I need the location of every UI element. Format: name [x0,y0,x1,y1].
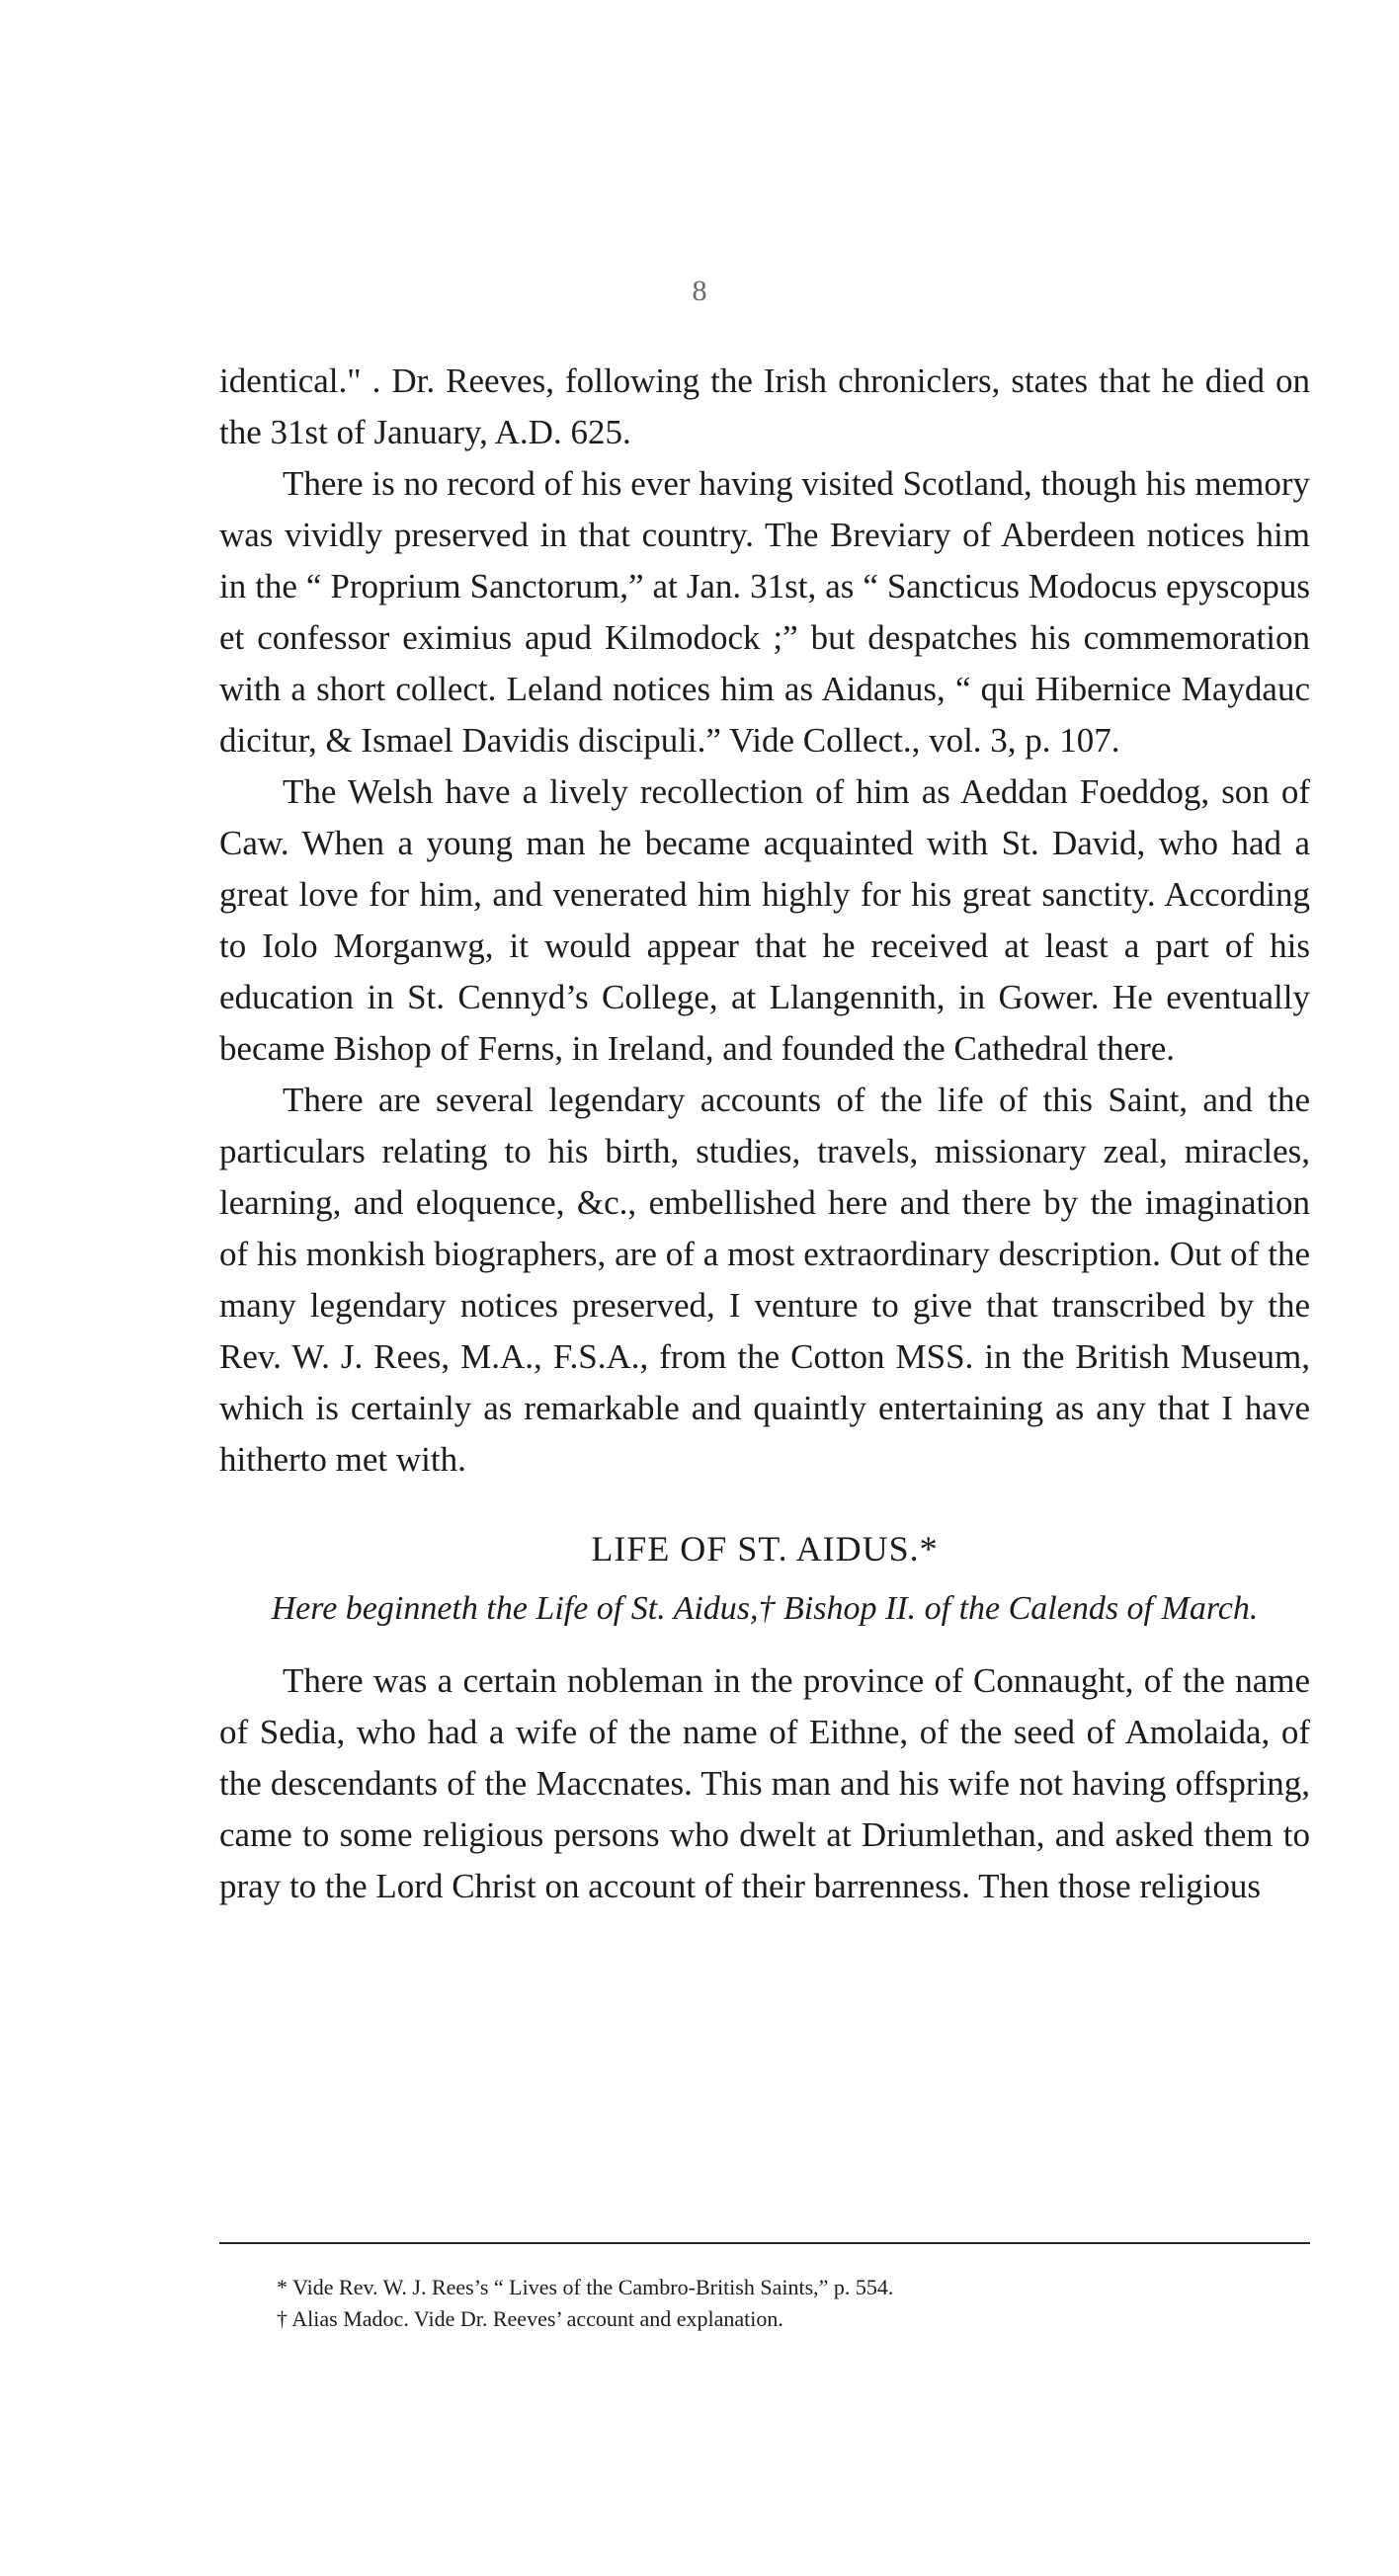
section-subheading: Here beginneth the Life of St. Aidus,† Bishop II. of the Calends of March. [271,1590,1259,1627]
paragraph-nobleman: There was a certain nobleman in the province of Connaught, of the name of Sedia, who had a wife of the name of Eithne, of the seed of Amolaida, of the descendants of the Maccnates. This man and his wife not having offspring, came to some religious persons who dwelt at Driumlethan, and asked them to pray to the Lord Christ on account of their barrenness. Then those religious [219,1661,1310,1905]
paragraph-welsh: The Welsh have a lively recollection of him as Aeddan Foeddog, son of Caw. When a young man he became acquainted with St. David, who had a great love for him, and venerated him highly for his great sanctity. According to Iolo Morganwg, it would appear that he received at least a part of his education in St. Cennyd’s College, at Llangennith, in Gower. He eventually became Bishop of Ferns, in Ireland, and founded the Cathedral there. [219,772,1310,1068]
footnote-2: † Alias Madoc. Vide Dr. Reeves’ account and explanation. [277,2306,783,2331]
paragraph-identical: identical." . Dr. Reeves, following the Irish chroniclers, states that he died on the 31st of January, A.D. 625. [219,362,1310,451]
paragraph-scotland: There is no record of his ever having visited Scotland, though his memory was vividly preserved in that country. The Breviary of Aberdeen notices him in the “ Proprium Sanctorum,” at Jan. 31st, as “ Sancticus Modocus epyscopus et confessor eximius apud Kilmodock ;” but despatches his commemoration with a short collect. Leland notices him as Aidanus, “ qui Hibernice Maydauc dicitur, & Ismael Davidis discipuli.” Vide Collect., vol. 3, p. 107. [219,464,1310,760]
page-number: 8 [692,275,707,307]
paragraph-legendary-accounts: There are several legendary accounts of the life of this Saint, and the particulars relating to his birth, studies, travels, missionary zeal, miracles, learning, and eloquence, &c., embellished here and there by the imagination of his monkish biographers, are of a most extraordinary description. Out of the many legendary notices preserved, I venture to give that transcribed by the Rev. W. J. Rees, M.A., F.S.A., from the Cotton MSS. in the British Museum, which is certainly as remarkable and quaintly entertaining as any that I have hitherto met with. [219,1081,1310,1479]
section-heading: LIFE OF ST. AIDUS.* [591,1529,939,1569]
footnotes [277,2272,1304,2335]
body-text [219,356,1310,1912]
footnote-1: * Vide Rev. W. J. Rees’s “ Lives of the Cambro-British Saints,” p. 554. [277,2275,894,2299]
footnote-rule [219,2242,1310,2244]
